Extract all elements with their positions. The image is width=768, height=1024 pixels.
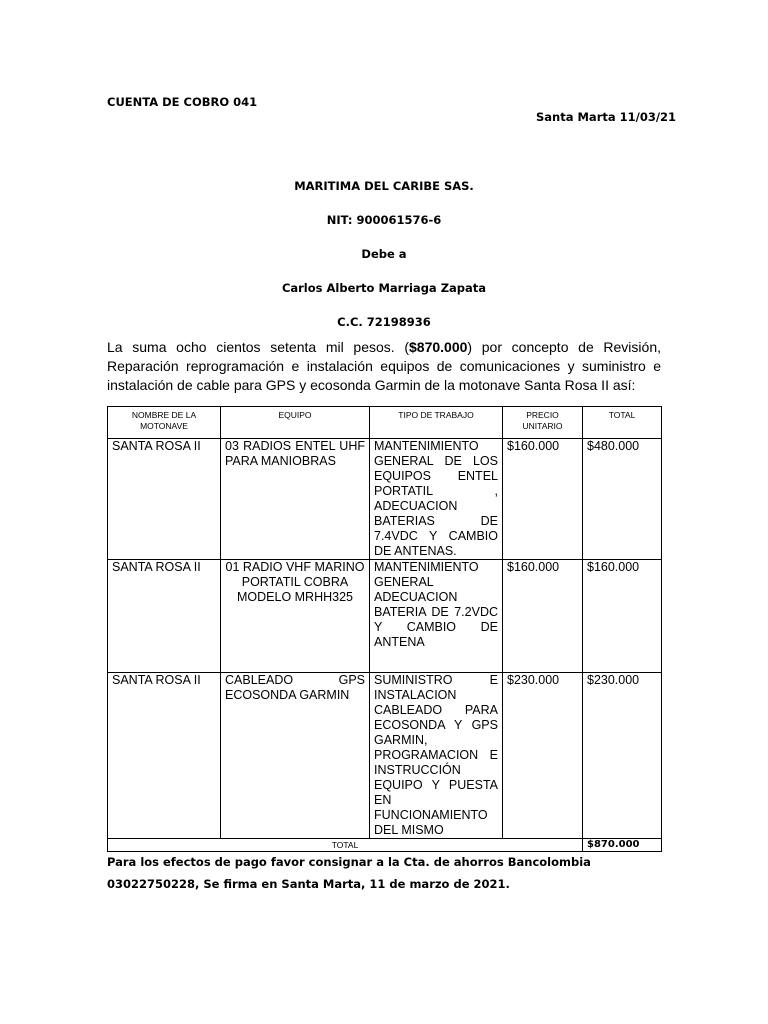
city-date: Santa Marta 11/03/21 xyxy=(536,110,677,124)
header-vessel: NOMBRE DE LA MOTONAVE xyxy=(108,407,221,439)
cell-unit-price: $160.000 xyxy=(503,439,583,560)
company-name: MARITIMA DEL CARIBE SAS. xyxy=(294,179,474,193)
cell-work-type: MANTENIMIENTO GENERAL ADECUACION BATERIA DE 7.2VDC Y CAMBIO DE ANTENA xyxy=(370,560,503,673)
cell-vessel: SANTA ROSA II xyxy=(108,560,221,673)
header-equipment: EQUIPO xyxy=(221,407,370,439)
intro-text-end: ) por concepto de Revisión, Reparación reprogramación e instalación equipos de comunicaciones y suministro e instalación de cable para GPS y ecosonda Garmin de la motonave Santa Rosa II así: xyxy=(107,339,661,393)
creditor-id: C.C. 72198936 xyxy=(337,315,431,329)
cell-equipment: CABLEADO GPS ECOSONDA GARMIN xyxy=(221,673,370,839)
intro-text-start: La suma ocho cientos setenta mil pesos. ( xyxy=(107,339,409,355)
cell-vessel: SANTA ROSA II xyxy=(108,439,221,560)
header-total: TOTAL xyxy=(583,407,662,439)
cell-equipment: 03 RADIOS ENTEL UHF PARA MANIOBRAS xyxy=(221,439,370,560)
table-row xyxy=(108,439,662,560)
header-work-type: TIPO DE TRABAJO xyxy=(370,407,503,439)
intro-amount: $870.000 xyxy=(409,339,468,355)
cell-unit-price: $230.000 xyxy=(503,673,583,839)
cell-unit-price: $160.000 xyxy=(503,560,583,673)
cell-work-type: SUMINISTRO E INSTALACION CABLEADO PARA ECOSONDA Y GPS GARMIN, PROGRAMACION E INSTRUCCIÓN EQUIPO Y PUESTA EN FUNCIONAMIENTO DEL MISMO xyxy=(370,673,503,839)
total-label: TOTAL xyxy=(108,839,583,852)
table-total-row xyxy=(108,839,662,852)
table-row xyxy=(108,673,662,839)
cell-total: $480.000 xyxy=(583,439,662,560)
cell-total: $230.000 xyxy=(583,673,662,839)
creditor-name: Carlos Alberto Marriaga Zapata xyxy=(281,281,487,295)
cell-total: $160.000 xyxy=(583,560,662,673)
debe-a-label: Debe a xyxy=(361,247,407,261)
items-table xyxy=(107,406,662,852)
cell-work-type: MANTENIMIENTO GENERAL DE LOS EQUIPOS ENTEL PORTATIL , ADECUACION BATERIAS DE 7.4VDC Y CAMBIO DE ANTENAS. xyxy=(370,439,503,560)
cell-vessel: SANTA ROSA II xyxy=(108,673,221,839)
table-header-row xyxy=(108,407,662,439)
table-row xyxy=(108,560,662,673)
document-number: CUENTA DE COBRO 041 xyxy=(107,95,258,109)
company-nit: NIT: 900061576-6 xyxy=(326,213,442,227)
intro-paragraph xyxy=(107,338,661,395)
cell-equipment: 01 RADIO VHF MARINO PORTATIL COBRA MODELO MRHH325 xyxy=(221,560,370,673)
total-value: $870.000 xyxy=(583,839,662,852)
payment-note: Para los efectos de pago favor consignar a la Cta. de ahorros Bancolombia 03022750228, Se firma en Santa Marta, 11 de marzo de 2021. xyxy=(107,855,591,891)
header-unit-price: PRECIO UNITARIO xyxy=(503,407,583,439)
